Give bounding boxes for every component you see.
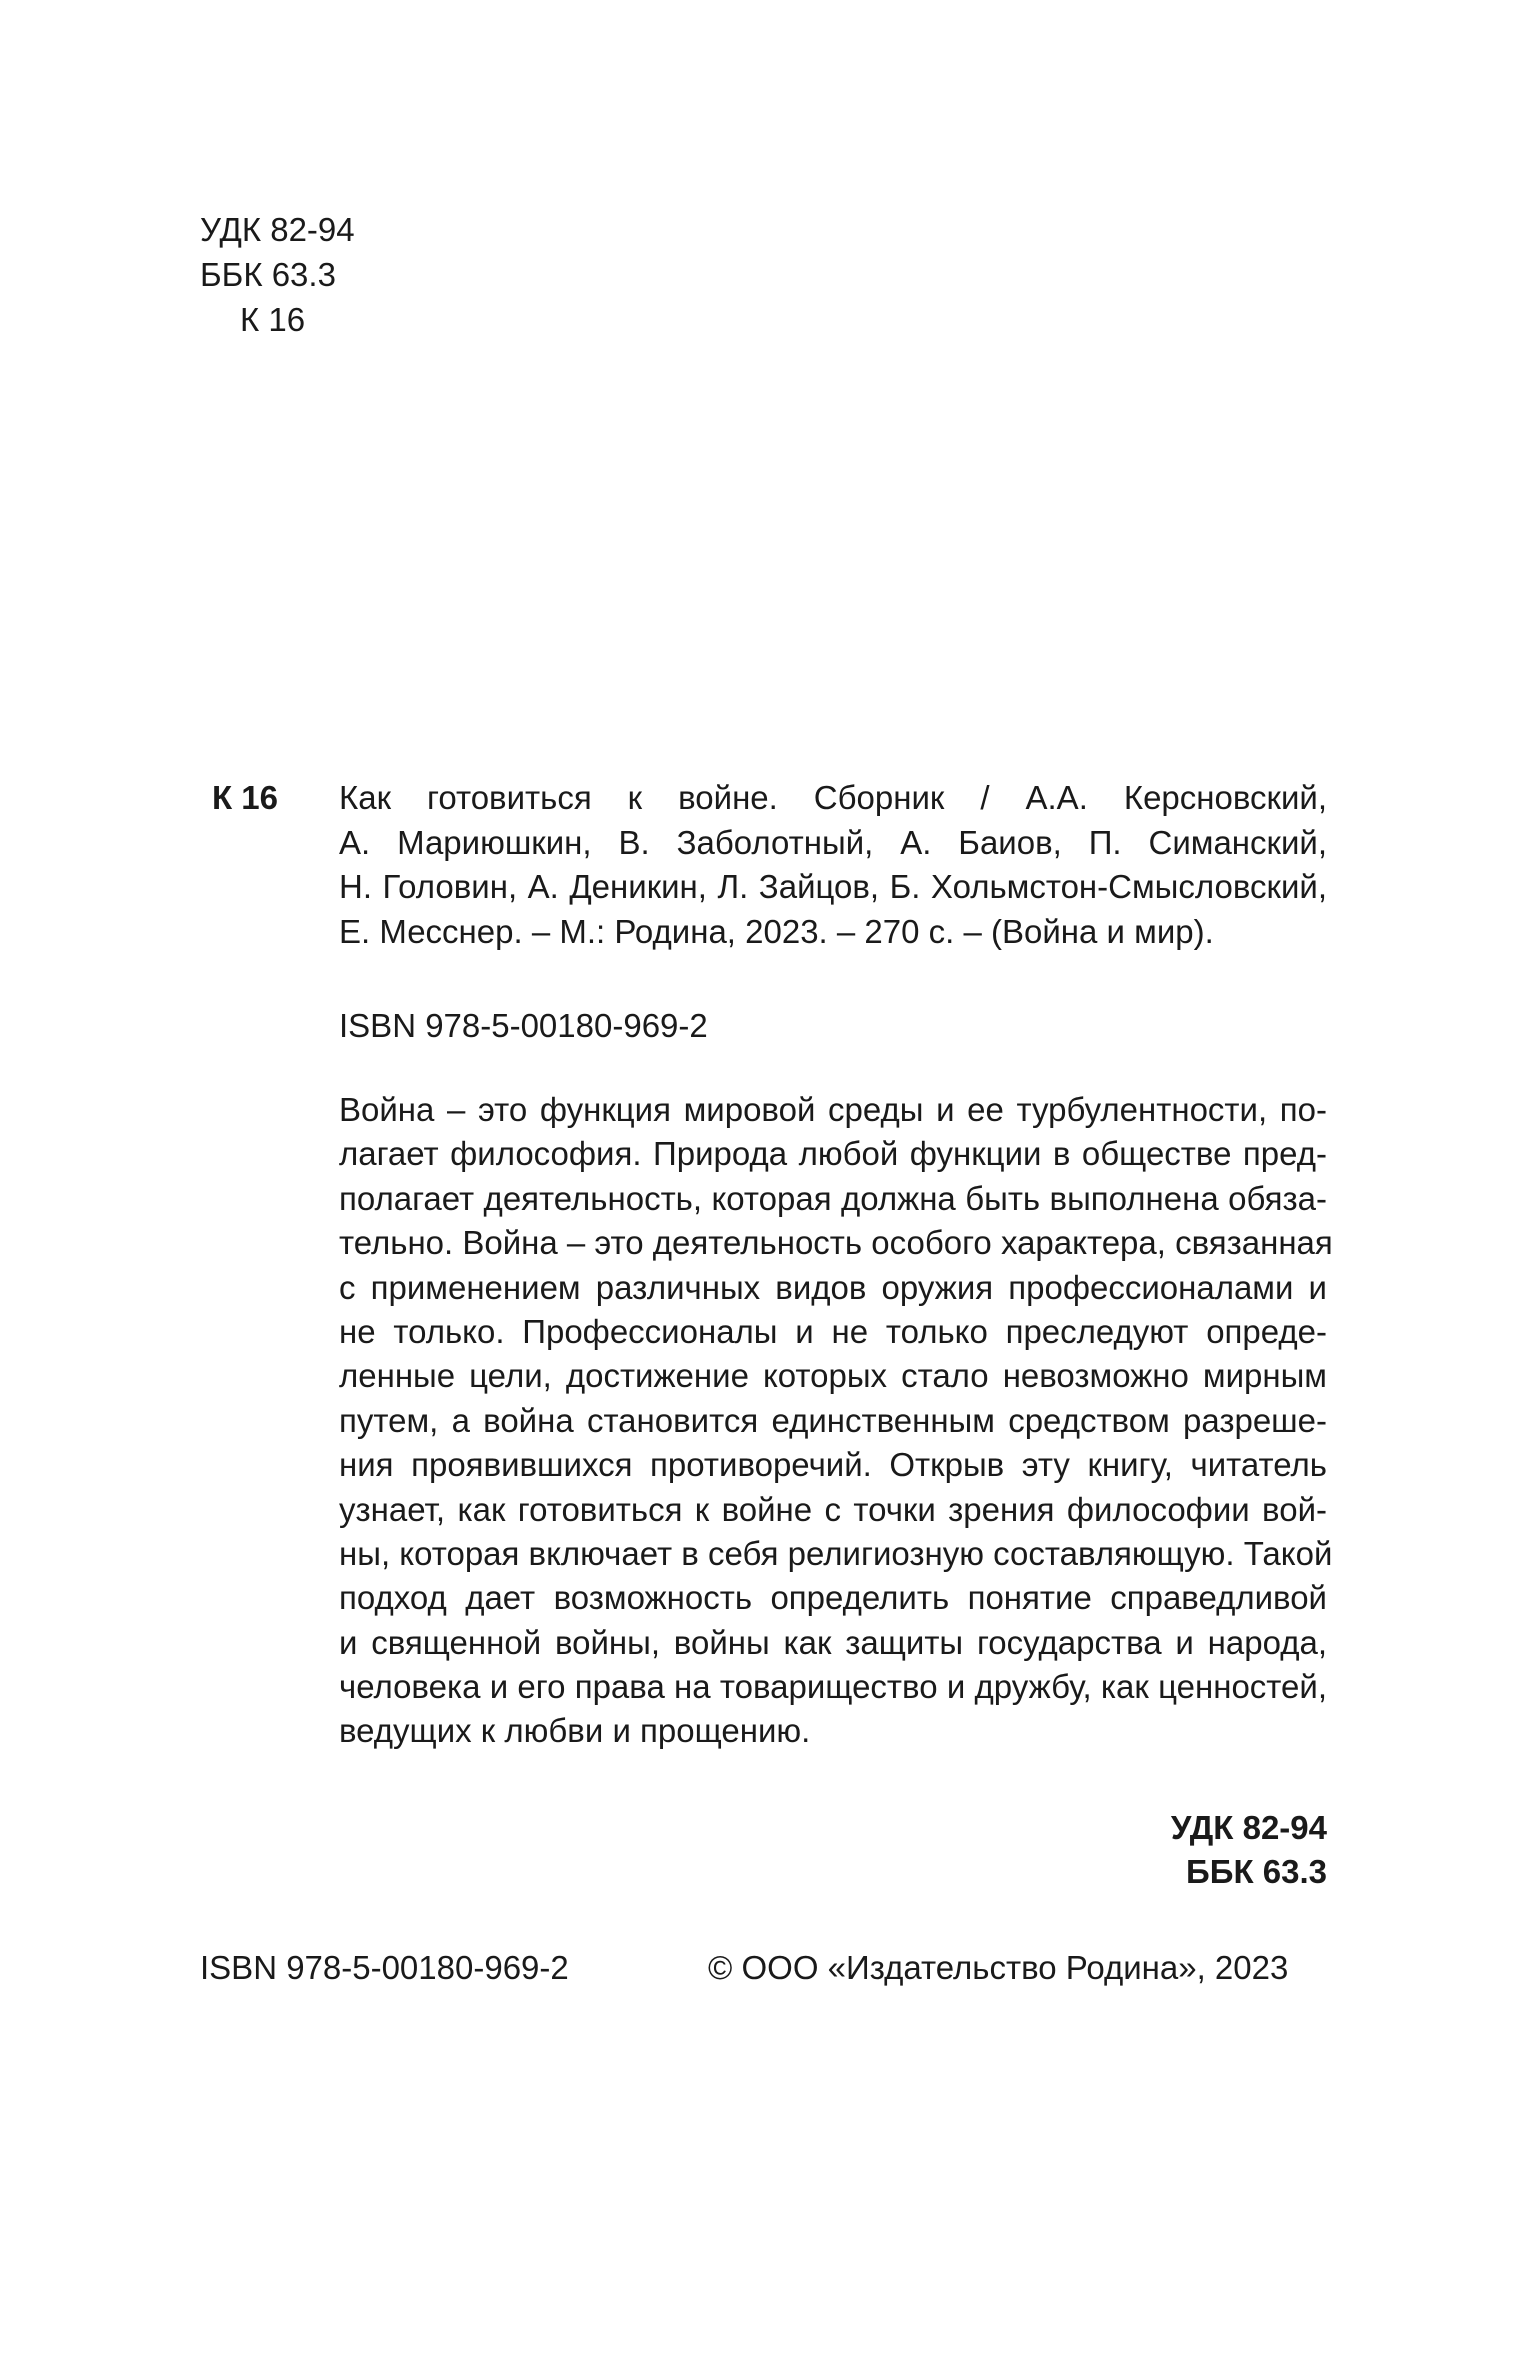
bibliographic-line: Е. Месснер. – М.: Родина, 2023. – 270 с. – (Война и мир). xyxy=(339,912,1214,950)
annotation-text xyxy=(339,1088,1333,1754)
annotation-line: путем, а война становится единственным средством разреше- xyxy=(339,1401,1327,1439)
annotation-line: ведущих к любви и прощению. xyxy=(339,1712,811,1750)
annotation-line: человека и его права на товарищество и дружбу, как ценностей, xyxy=(339,1668,1327,1706)
catalog-isbn: ISBN 978-5-00180-969-2 xyxy=(339,1007,708,1044)
udk-code-bold: УДК 82-94 xyxy=(1170,1809,1327,1846)
author-mark: К 16 xyxy=(240,301,306,338)
annotation-line: узнает, как готовиться к войне с точки зрения философии вой- xyxy=(339,1490,1327,1528)
copyright-notice: © ООО «Издательство Родина», 2023 xyxy=(708,1949,1289,1986)
annotation-line: полагает деятельность, которая должна быть выполнена обяза- xyxy=(339,1179,1327,1217)
annotation-line: и священной войны, войны как защиты государства и народа, xyxy=(339,1623,1327,1661)
annotation-line: Война – это функция мировой среды и ее турбулентности, по- xyxy=(339,1091,1327,1128)
annotation-line: с применением различных видов оружия профессионалами и xyxy=(339,1268,1327,1306)
bibliographic-record xyxy=(339,776,1327,954)
bbk-code-bold: ББК 63.3 xyxy=(1186,1853,1327,1890)
annotation-line: ния проявившихся противоречий. Открыв эту книгу, читатель xyxy=(339,1446,1327,1484)
annotation-line: ленные цели, достижение которых стало невозможно мирным xyxy=(339,1357,1327,1395)
annotation-line: лагает философия. Природа любой функции в обществе пред- xyxy=(339,1135,1327,1173)
bibliographic-line: Как готовиться к войне. Сборник / А.А. Керсновский, xyxy=(339,779,1327,816)
right-classification-codes xyxy=(1171,1806,1327,1894)
annotation-line: тельно. Война – это деятельность особого характера, связанная xyxy=(339,1224,1333,1262)
catalog-author-mark: К 16 xyxy=(212,779,279,816)
annotation-line: подход дает возможность определить понятие справедливой xyxy=(339,1579,1327,1617)
bibliographic-line: А. Мариюшкин, В. Заболотный, А. Баиов, П. Симанский, xyxy=(339,823,1327,861)
bbk-code: ББК 63.3 xyxy=(200,256,336,293)
bibliographic-line: Н. Головин, А. Деникин, Л. Зайцов, Б. Хольмстон-Смысловский, xyxy=(339,868,1327,905)
udk-code: УДК 82-94 xyxy=(200,211,355,248)
annotation-line: ны, которая включает в себя религиозную составляющую. Такой xyxy=(339,1534,1333,1572)
annotation-line: не только. Профессионалы и не только преследуют опреде- xyxy=(339,1312,1327,1350)
footer-isbn: ISBN 978-5-00180-969-2 xyxy=(200,1949,569,1986)
